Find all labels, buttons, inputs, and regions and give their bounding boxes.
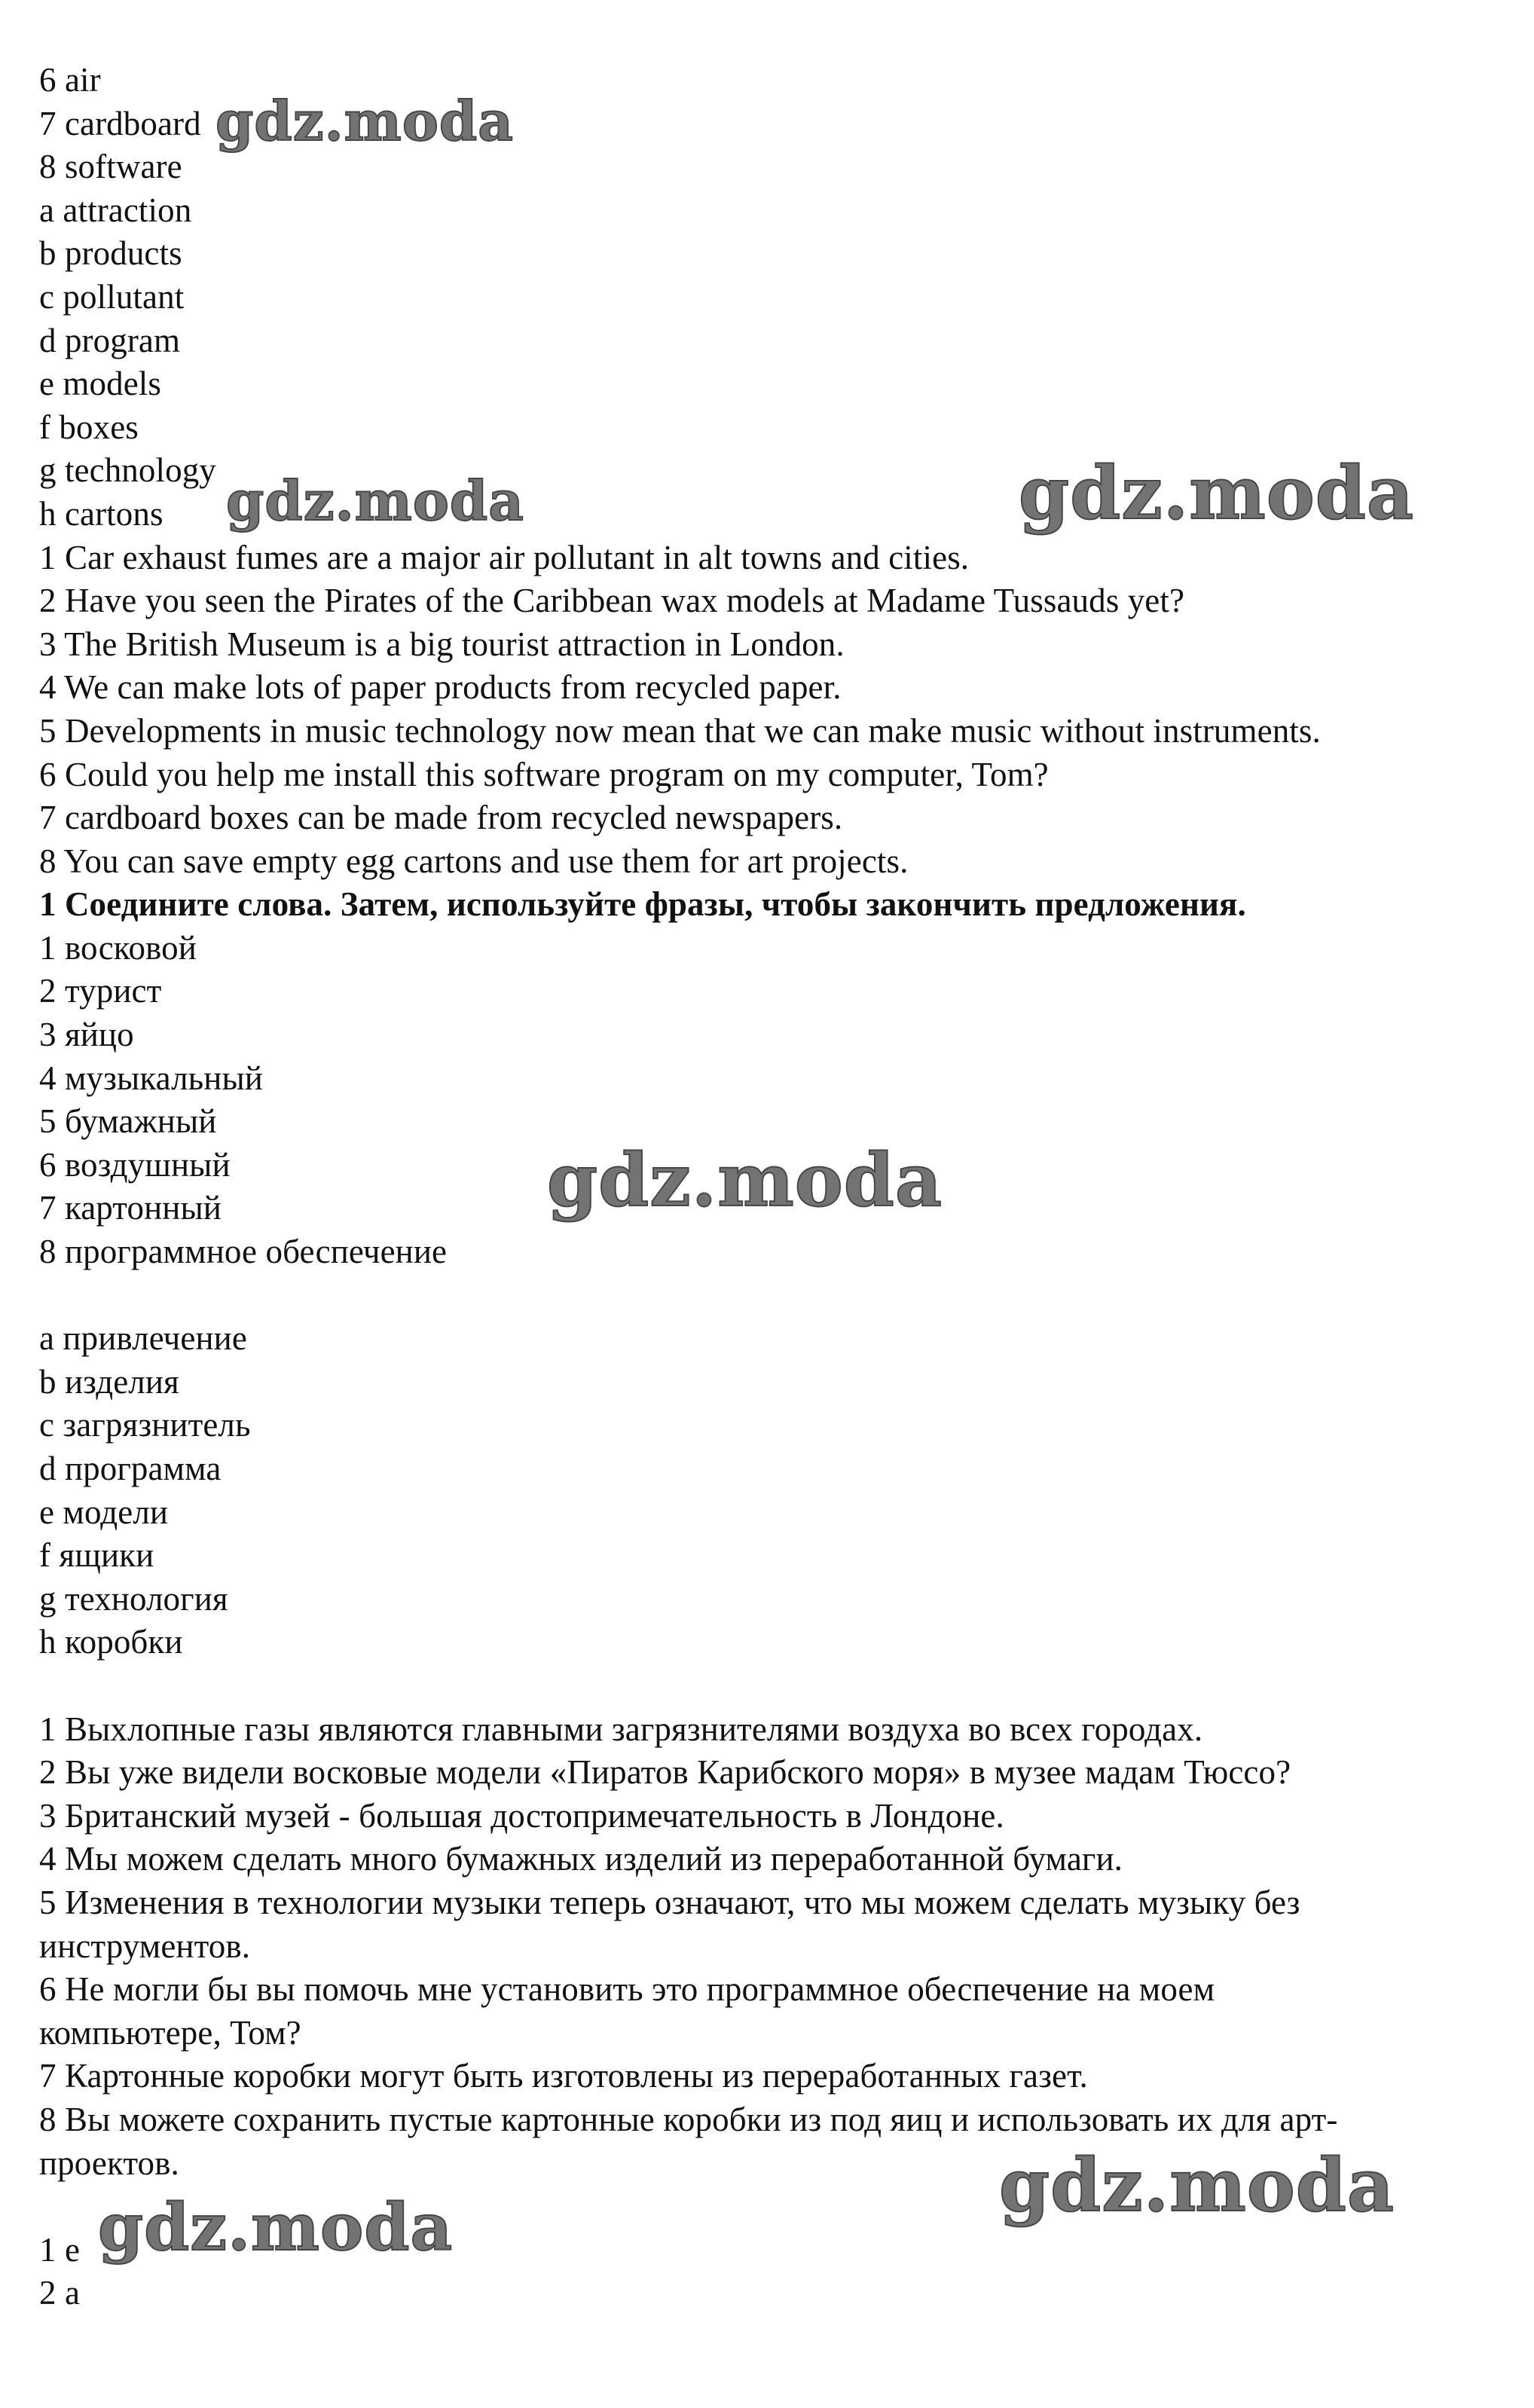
text-line: c загрязнитель <box>39 1406 251 1444</box>
text-line: b products <box>39 234 182 273</box>
text-line: 7 cardboard <box>39 104 201 142</box>
text-line: 2 Have you seen the Pirates of the Caribbean wax models at Madame Tussauds yet? <box>39 582 1185 620</box>
text-line: e models <box>39 365 162 403</box>
text-line: 6 воздушный <box>39 1145 231 1184</box>
text-line: проектов. <box>39 2144 179 2182</box>
text-line: 6 Не могли бы вы помочь мне установить это программное обеспечение на моем <box>39 1970 1215 2009</box>
text-line: 4 Мы можем сделать много бумажных изделий из переработанной бумаги. <box>39 1840 1123 1878</box>
text-line: 6 air <box>39 61 101 99</box>
text-line: f boxes <box>39 408 139 446</box>
text-line: h cartons <box>39 494 163 533</box>
text-line: 5 бумажный <box>39 1102 217 1141</box>
text-line: b изделия <box>39 1362 179 1401</box>
watermark: gdz.moda <box>215 89 514 153</box>
text-line: 1 восковой <box>39 928 197 967</box>
watermark: gdz.moda <box>547 1138 943 1223</box>
watermark: gdz.moda <box>1019 451 1415 536</box>
text-line: f ящики <box>39 1536 154 1575</box>
text-line: 7 Картонные коробки могут быть изготовлены из переработанных газет. <box>39 2057 1088 2095</box>
task-heading: 1 Соедините слова. Затем, используйте фразы, чтобы закончить предложения. <box>39 885 1246 924</box>
text-line: a привлечение <box>39 1319 247 1358</box>
text-line: 4 музыкальный <box>39 1059 263 1097</box>
text-line: 5 Изменения в технологии музыки теперь означают, что мы можем сделать музыку без <box>39 1883 1300 1921</box>
text-line: 8 You can save empty egg cartons and use them for art projects. <box>39 842 909 880</box>
text-line: 1 Выхлопные газы являются главными загрязнителями воздуха во всех городах. <box>39 1710 1203 1748</box>
text-line: 2 Вы уже видели восковые модели «Пиратов Карибского моря» в музее мадам Тюссо? <box>39 1753 1291 1792</box>
text-line: компьютере, Том? <box>39 2013 301 2052</box>
text-line: 3 The British Museum is a big tourist attraction in London. <box>39 625 845 663</box>
text-line: 7 картонный <box>39 1189 222 1227</box>
text-line: 3 яйцо <box>39 1016 134 1054</box>
watermark: gdz.moda <box>999 2143 1395 2228</box>
text-line: g технология <box>39 1579 228 1618</box>
text-line: 8 software <box>39 148 182 186</box>
text-line: 7 cardboard boxes can be made from recycled newspapers. <box>39 799 843 837</box>
text-line: 6 Could you help me install this software program on my computer, Tom? <box>39 755 1049 793</box>
text-line: h коробки <box>39 1623 183 1661</box>
text-line: 2 а <box>39 2274 81 2312</box>
text-line: 2 турист <box>39 972 162 1010</box>
watermark: gdz.moda <box>98 2190 454 2266</box>
text-line: 5 Developments in music technology now mean that we can make music without instruments. <box>39 711 1321 750</box>
blank-line <box>39 1274 1508 1318</box>
text-line: g technology <box>39 451 216 490</box>
blank-line <box>39 1664 1508 1708</box>
text-line: a attraction <box>39 191 192 229</box>
text-line: 1 Car exhaust fumes are a major air pollutant in alt towns and cities. <box>39 538 970 576</box>
text-line: d program <box>39 321 181 359</box>
watermark: gdz.moda <box>226 469 524 533</box>
text-line: 3 Британский музей - большая достопримечательность в Лондоне. <box>39 1796 1004 1835</box>
text-line: c pollutant <box>39 277 185 316</box>
text-line: инструментов. <box>39 1927 251 1965</box>
text-line: 8 Вы можете сохранить пустые картонные коробки из под яиц и использовать их для арт- <box>39 2100 1338 2138</box>
text-line: e модели <box>39 1493 169 1531</box>
text-line: 8 программное обеспечение <box>39 1233 448 1271</box>
text-line: 1 е <box>39 2230 81 2269</box>
text-line: d программа <box>39 1450 222 1487</box>
text-line: 4 We can make lots of paper products from recycled paper. <box>39 668 842 707</box>
